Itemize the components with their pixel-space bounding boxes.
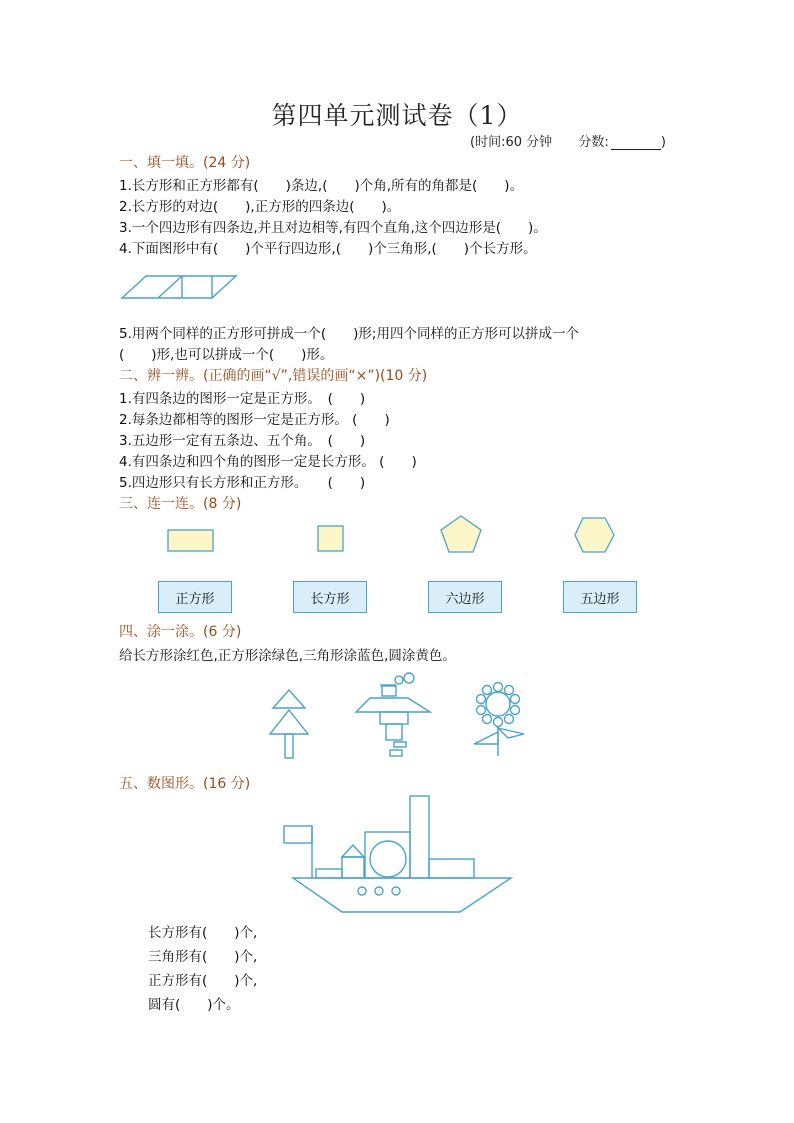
section1-q5b: ( )形,也可以拼成一个( )形。 [119,347,334,363]
close-paren: ) [660,135,666,150]
pentagon-shape [441,516,481,552]
connect-shapes [168,516,614,552]
parallelogram-figure [122,276,236,298]
section3-heading: 三、连一连。(8 分) [119,496,242,512]
score-label: 分数: [578,135,609,150]
section5-item-2: 三角形有( )个, [148,949,258,965]
section5-item-4: 圆有( )个。 [148,997,240,1013]
section2-item-3: 3.五边形一定有五条边、五个角。 ( ) [119,433,366,449]
label-square: 正方形 [158,581,232,613]
section5-item-3: 正方形有( )个, [148,973,258,989]
rectangle-shape [168,530,213,551]
section2-item-2: 2.每条边都相等的图形一定是正方形。 ( ) [119,412,390,428]
section4-instruction: 给长方形涂红色,正方形涂绿色,三角形涂蓝色,圆涂黄色。 [119,648,456,664]
section2-item-5: 5.四边形只有长方形和正方形。 ( ) [119,475,366,491]
section1-q4: 4.下面图形中有( )个平行四边形,( )个三角形,( )个长方形。 [119,241,537,257]
square-shape [318,526,343,551]
section2-heading: 二、辨一辨。(正确的画“√”,错误的画“×”)(10 分) [119,368,428,384]
label-pentagon: 五边形 [563,581,637,613]
section2-item-4: 4.有四条边和四个角的图形一定是长方形。 ( ) [119,454,417,470]
boat-figure [284,796,511,912]
label-hexagon: 六边形 [428,581,502,613]
page-title: 第四单元测试卷（1） [271,101,523,130]
section4-heading: 四、涂一涂。(6 分) [119,624,242,640]
section1-q2: 2.长方形的对边( ),正方形的四条边( )。 [119,199,401,215]
coloring-figures [270,673,524,758]
section1-heading: 一、填一填。(24 分) [119,155,251,171]
section1-q5a: 5.用两个同样的正方形可拼成一个( )形;用四个同样的正方形可以拼成一个 [119,326,579,342]
time-text: (时间:60 分钟 [470,135,553,150]
section2-item-1: 1.有四条边的图形一定是正方形。 ( ) [119,391,366,407]
hexagon-shape [575,518,614,552]
label-rectangle: 长方形 [293,581,367,613]
section5-item-1: 长方形有( )个, [148,925,258,941]
section5-heading: 五、数图形。(16 分) [119,776,251,792]
section1-q3: 3.一个四边形有四条边,并且对边相等,有四个直角,这个四边形是( )。 [119,220,547,236]
section1-q1: 1.长方形和正方形都有( )条边,( )个角,所有的角都是( )。 [119,178,524,194]
